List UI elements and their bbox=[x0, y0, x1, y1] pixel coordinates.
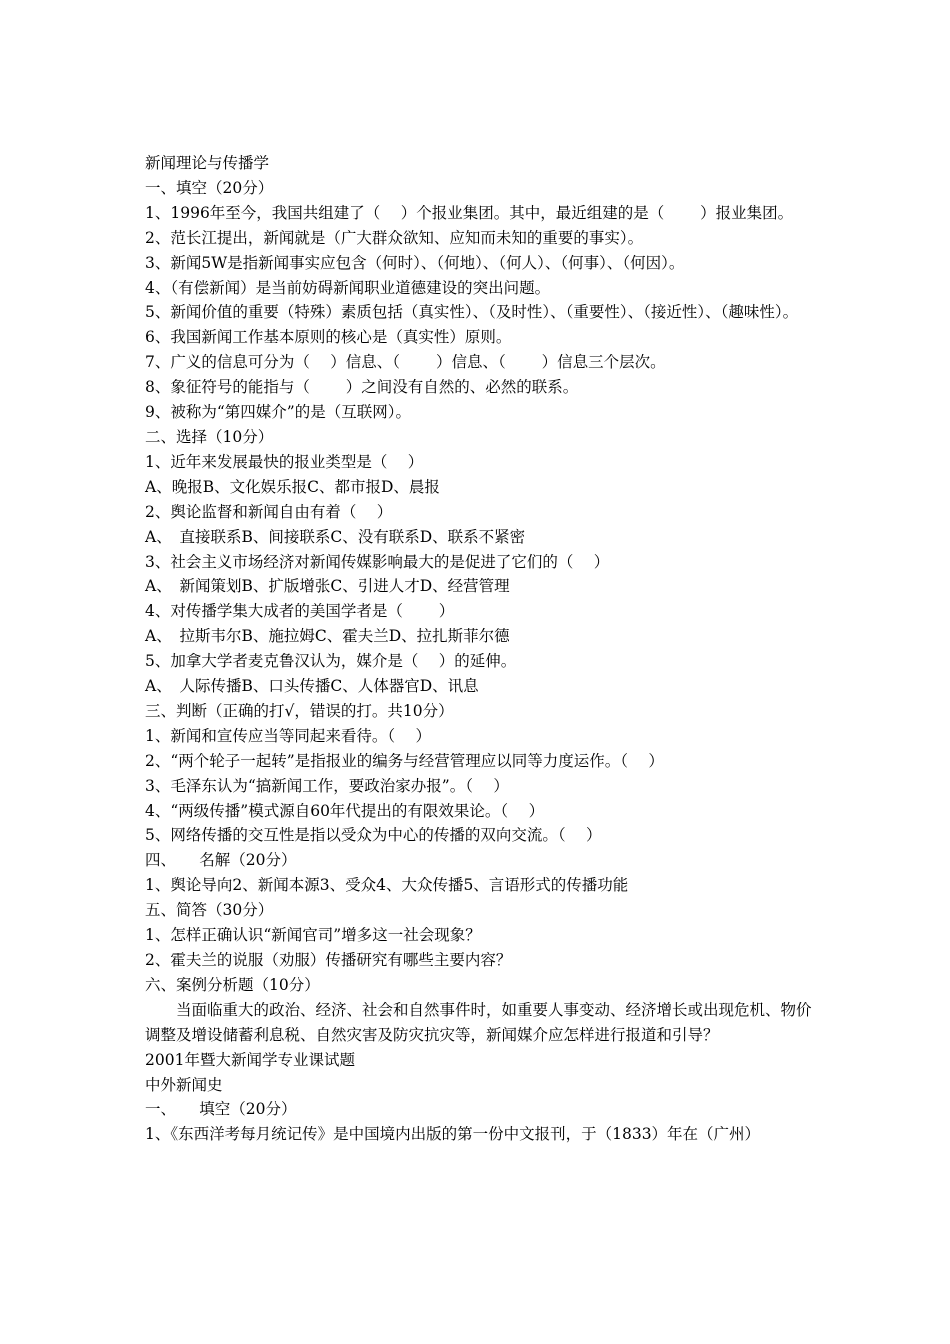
document-title: 新闻理论与传播学 bbox=[145, 154, 270, 172]
answer-options: A、晚报B、文化娱乐报C、都市报D、晨报 bbox=[145, 477, 440, 496]
case-paragraph: 当面临重大的政治、经济、社会和自然事件时，如重要人事变动、经济增长或出现危机、物价调整及增设储蓄利息税、自然灾害及防灾抗灾等，新闻媒介应怎样进行报道和引导？ bbox=[145, 1000, 812, 1044]
section-heading-fill-in: 一、 填空（20分） bbox=[145, 1100, 297, 1119]
question-line: 8、象征符号的能指与（ ）之间没有自然的、必然的联系。 bbox=[145, 378, 579, 397]
exam-title: 2001年暨大新闻学专业课试题 bbox=[145, 1050, 355, 1069]
question-line: 1、新闻和宣传应当等同起来看待。（ ） bbox=[145, 726, 432, 745]
question-line: 5、网络传播的交互性是指以受众为中心的传播的双向交流。（ ） bbox=[145, 826, 602, 845]
question-line: 2、舆论监督和新闻自由有着（ ） bbox=[145, 502, 393, 521]
question-line: 5、加拿大学者麦克鲁汉认为，媒介是（ ）的延伸。 bbox=[145, 652, 517, 671]
question-line: 7、广义的信息可分为（ ）信息、（ ）信息、（ ）信息三个层次。 bbox=[145, 353, 666, 372]
answer-options: A、 新闻策划B、扩版增张C、引进人才D、经营管理 bbox=[145, 577, 510, 596]
section-heading-judgment: 三、判断（正确的打√，错误的打。共10分） bbox=[145, 701, 454, 720]
question-line: 5、新闻价值的重要（特殊）素质包括（真实性）、（及时性）、（重要性）、（接近性）、（趣味性）。 bbox=[145, 303, 799, 322]
question-line: 1、舆论导向2、新闻本源3、受众4、大众传播5、言语形式的传播功能 bbox=[145, 876, 629, 895]
answer-options: A、 直接联系B、间接联系C、没有联系D、联系不紧密 bbox=[145, 527, 526, 546]
question-line: 3、毛泽东认为“搞新闻工作，要政治家办报”。（ ） bbox=[145, 776, 509, 795]
section-heading-fill-in: 一、填空（20分） bbox=[145, 178, 274, 197]
answer-options: A、 拉斯韦尔B、施拉姆C、霍夫兰D、拉扎斯菲尔德 bbox=[145, 627, 510, 646]
question-line: 1、近年来发展最快的报业类型是（ ） bbox=[145, 452, 424, 471]
question-line: 4、对传播学集大成者的美国学者是（ ） bbox=[145, 602, 455, 621]
section-heading-terms: 四、 名解（20分） bbox=[145, 851, 297, 870]
answer-options: A、 人际传播B、口头传播C、人体器官D、讯息 bbox=[145, 677, 479, 696]
question-line: 2、范长江提出，新闻就是（广大群众欲知、应知而未知的重要的事实）。 bbox=[145, 228, 644, 247]
question-line: 1、怎样正确认识“新闻官司”增多这一社会现象？ bbox=[145, 926, 481, 945]
question-line: 3、新闻5W是指新闻事实应包含（何时）、（何地）、（何人）、（何事）、（何因）。 bbox=[145, 253, 685, 272]
question-line: 2、霍夫兰的说服（劝服）传播研究有哪些主要内容？ bbox=[145, 951, 512, 969]
document-page bbox=[145, 151, 825, 1147]
section-heading-choice: 二、选择（10分） bbox=[145, 427, 274, 446]
question-line: 2、“两个轮子一起转”是指报业的编务与经营管理应以同等力度运作。（ ） bbox=[145, 751, 664, 770]
section-heading-case-analysis: 六、案例分析题（10分） bbox=[145, 975, 320, 994]
question-line: 6、我国新闻工作基本原则的核心是（真实性）原则。 bbox=[145, 328, 512, 347]
question-line: 1、1996年至今，我国共组建了（ ）个报业集团。其中，最近组建的是（ ）报业集团。 bbox=[145, 203, 794, 222]
question-line: 1、《东西洋考每月统记传》是中国境内出版的第一份中文报刊，于（1833）年在（广州） bbox=[145, 1125, 761, 1144]
question-line: 4、（有偿新闻）是当前妨碍新闻职业道德建设的突出问题。 bbox=[145, 278, 551, 297]
question-line: 4、“两级传播”模式源自60年代提出的有限效果论。（ ） bbox=[145, 801, 545, 820]
section-heading-short-answer: 五、简答（30分） bbox=[145, 901, 274, 920]
question-line: 9、被称为“第四媒介”的是（互联网）。 bbox=[145, 403, 411, 422]
subject-title: 中外新闻史 bbox=[145, 1075, 223, 1094]
question-line: 3、社会主义市场经济对新闻传媒影响最大的是促进了它们的（ ） bbox=[145, 552, 610, 571]
